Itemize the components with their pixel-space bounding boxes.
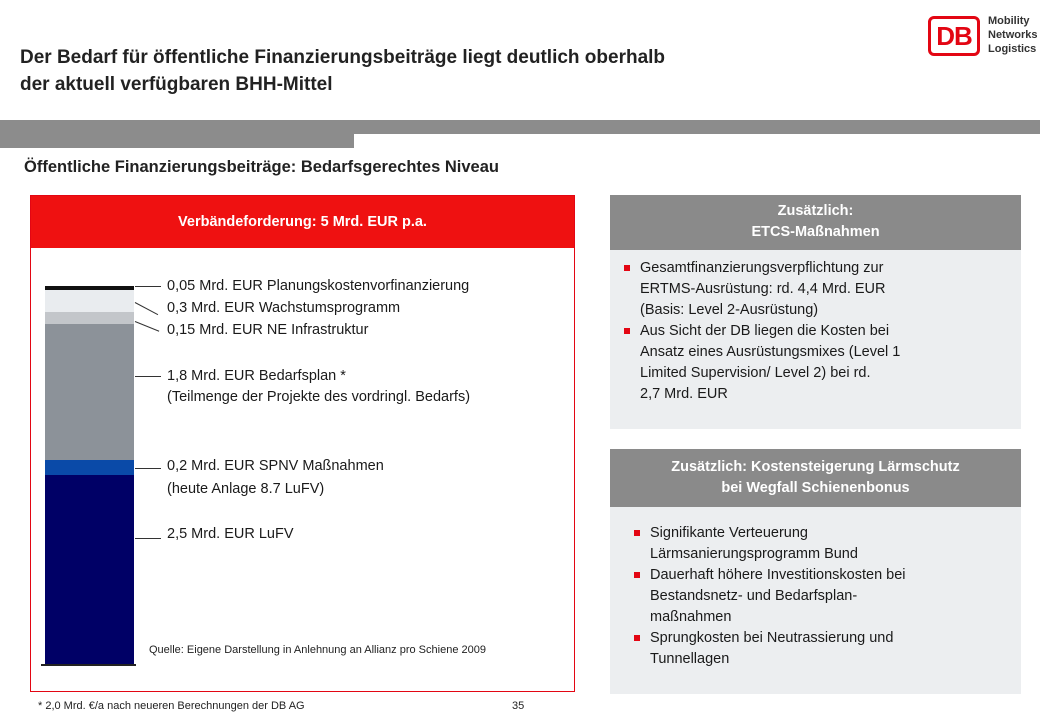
label-bedarfsplan: 1,8 Mrd. EUR Bedarfsplan * (Teilmenge der Projekte des vordringl. Bedarfs)	[167, 368, 471, 405]
list-item: Dauerhaft höhere Investitionskosten bei Bestandsnetz- und Bedarfsplan- maßnahmen	[630, 565, 1011, 628]
header-divider-tab	[0, 120, 354, 148]
list-item: Sprungkosten bei Neutrassierung und Tunnellagen	[630, 628, 1011, 670]
page-number: 35	[512, 700, 525, 712]
db-logo: DB	[928, 16, 980, 56]
laermschutz-bullet-list	[610, 507, 1021, 670]
logo-claim	[988, 14, 1038, 56]
etcs-box	[610, 195, 1021, 429]
leader-tick-planung	[135, 286, 161, 287]
bar-segment-ne-infrastruktur	[45, 312, 134, 323]
bar-segment-wachstumsprogramm	[45, 290, 134, 313]
leader-tick-lufv	[135, 538, 161, 539]
chart-baseline	[41, 664, 136, 666]
bar-segment-lufv	[45, 475, 134, 664]
title-line-1: Der Bedarf für öffentliche Finanzierungsbeiträge liegt deutlich oberhalb	[20, 47, 666, 68]
laermschutz-box	[610, 449, 1021, 694]
bar-segment-planungskostenvorfinanzierung	[45, 286, 134, 290]
section-subtitle: Öffentliche Finanzierungsbeiträge: Bedarfsgerechtes Niveau	[24, 158, 499, 176]
bar-segment-spnv-ma-nahmen	[45, 460, 134, 475]
label-wachstum: 0,3 Mrd. EUR Wachstumsprogramm	[167, 300, 401, 316]
laermschutz-box-header	[610, 449, 1021, 507]
label-spnv: 0,2 Mrd. EUR SPNV Maßnahmen (heute Anlage 8.7 LuFV)	[167, 458, 384, 497]
page-title	[20, 44, 900, 98]
leader-tick-bedarfsplan	[135, 376, 161, 377]
etcs-header-line-1: Zusätzlich:	[777, 203, 854, 219]
list-item: Signifikante Verteuerung Lärmsanierungsprogramm Bund	[630, 523, 1011, 565]
source-note: Quelle: Eigene Darstellung in Anlehnung an Allianz pro Schiene 2009	[149, 644, 486, 656]
list-item: Gesamtfinanzierungsverpflichtung zur ERTMS-Ausrüstung: rd. 4,4 Mrd. EUR (Basis: Level 2-Ausrüstung)	[620, 258, 1011, 321]
label-planung: 0,05 Mrd. EUR Planungskostenvorfinanzierung	[167, 278, 470, 294]
leader-tick-ne	[135, 321, 159, 332]
bar-segment-bedarfsplan	[45, 324, 134, 460]
logo-claim-line-2: Networks	[988, 29, 1038, 41]
laerm-header-line-1: Zusätzlich: Kostensteigerung Lärmschutz	[671, 459, 960, 475]
logo-claim-line-3: Logistics	[988, 43, 1037, 55]
demand-panel	[30, 195, 575, 692]
demand-panel-header: Verbändeforderung: 5 Mrd. EUR p.a.	[31, 196, 574, 248]
logo-claim-line-1: Mobility	[988, 15, 1030, 27]
laerm-header-line-2: bei Wegfall Schienenbonus	[721, 480, 910, 496]
etcs-box-header	[610, 195, 1021, 250]
footnote: * 2,0 Mrd. €/a nach neueren Berechnungen der DB AG	[38, 700, 305, 712]
list-item: Aus Sicht der DB liegen die Kosten bei Ansatz eines Ausrüstungsmixes (Level 1 Limited Supervision/ Level 2) bei rd. 2,7 Mrd. EUR	[620, 321, 1011, 405]
leader-tick-wachstum	[135, 302, 158, 315]
title-line-2: der aktuell verfügbaren BHH-Mittel	[20, 74, 333, 95]
etcs-bullet-list	[610, 250, 1021, 405]
etcs-header-line-2: ETCS-Maßnahmen	[751, 224, 880, 240]
leader-tick-spnv	[135, 468, 161, 469]
label-ne-infrastruktur: 0,15 Mrd. EUR NE Infrastruktur	[167, 322, 369, 338]
label-lufv: 2,5 Mrd. EUR LuFV	[167, 526, 294, 542]
